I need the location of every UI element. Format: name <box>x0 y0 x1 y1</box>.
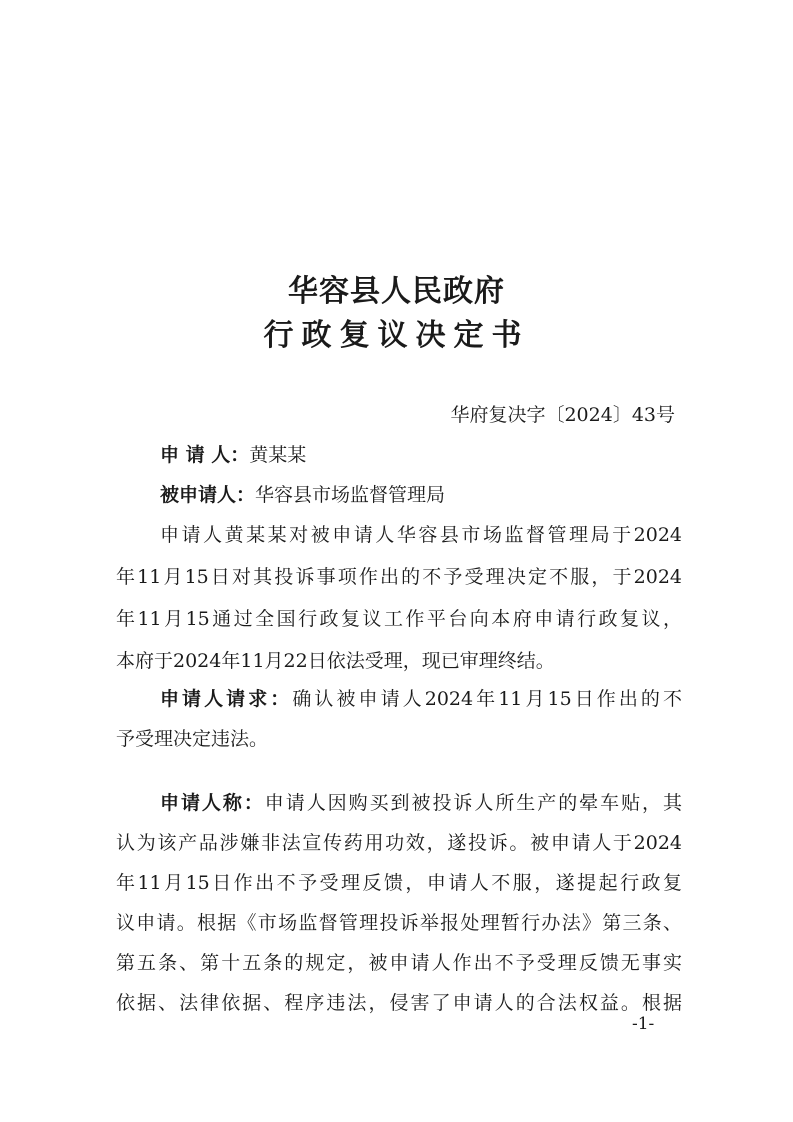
intro-line: 申请人黄某某对被申请人华容县市场监督管理局于2024 <box>160 524 682 546</box>
document-title-line2: 行政复议决定书 <box>263 318 530 353</box>
applicant-name: 黄某某 <box>249 444 307 466</box>
claim-line: 第五条、第十五条的规定，被申请人作出不予受理反馈无事实 <box>116 952 682 974</box>
request-second-line: 予受理决定违法。 <box>116 728 269 750</box>
intro-line: 年11月15通过全国行政复议工作平台向本府申请行政复议， <box>116 608 682 630</box>
request-label: 申请人请求： <box>160 688 293 710</box>
applicant-label: 申 请 人： <box>160 444 250 466</box>
claim-line: 依据、法律依据、程序违法，侵害了申请人的合法权益。根据 <box>116 992 682 1014</box>
intro-line: 本府于2024年11月22日依法受理，现已审理终结。 <box>116 650 555 672</box>
claim-line: 年11月15日作出不予受理反馈，申请人不服，遂提起行政复 <box>116 872 682 894</box>
document-number: 华府复决字〔2024〕43号 <box>450 404 675 426</box>
claim-label: 申请人称： <box>160 792 265 814</box>
claim-first-line <box>160 788 682 818</box>
respondent-label: 被申请人： <box>160 484 256 506</box>
claim-text: 申请人因购买到被投诉人所生产的晕车贴，其 <box>264 792 682 814</box>
request-text: 确认被申请人2024年11月15日作出的不 <box>292 688 682 710</box>
respondent-row <box>160 480 445 510</box>
page-number: -1- <box>632 1014 655 1034</box>
document-title-line1: 华容县人民政府 <box>288 274 505 309</box>
intro-line: 年11月15日对其投诉事项作出的不予受理决定不服，于2024 <box>116 566 682 588</box>
respondent-name: 华容县市场监督管理局 <box>255 484 446 506</box>
claim-line: 议申请。根据《市场监督管理投诉举报处理暂行办法》第三条、 <box>116 912 682 934</box>
claim-line: 认为该产品涉嫌非法宣传药用功效，遂投诉。被申请人于2024 <box>116 832 682 854</box>
request-first-line <box>160 684 682 714</box>
applicant-row <box>160 440 306 470</box>
